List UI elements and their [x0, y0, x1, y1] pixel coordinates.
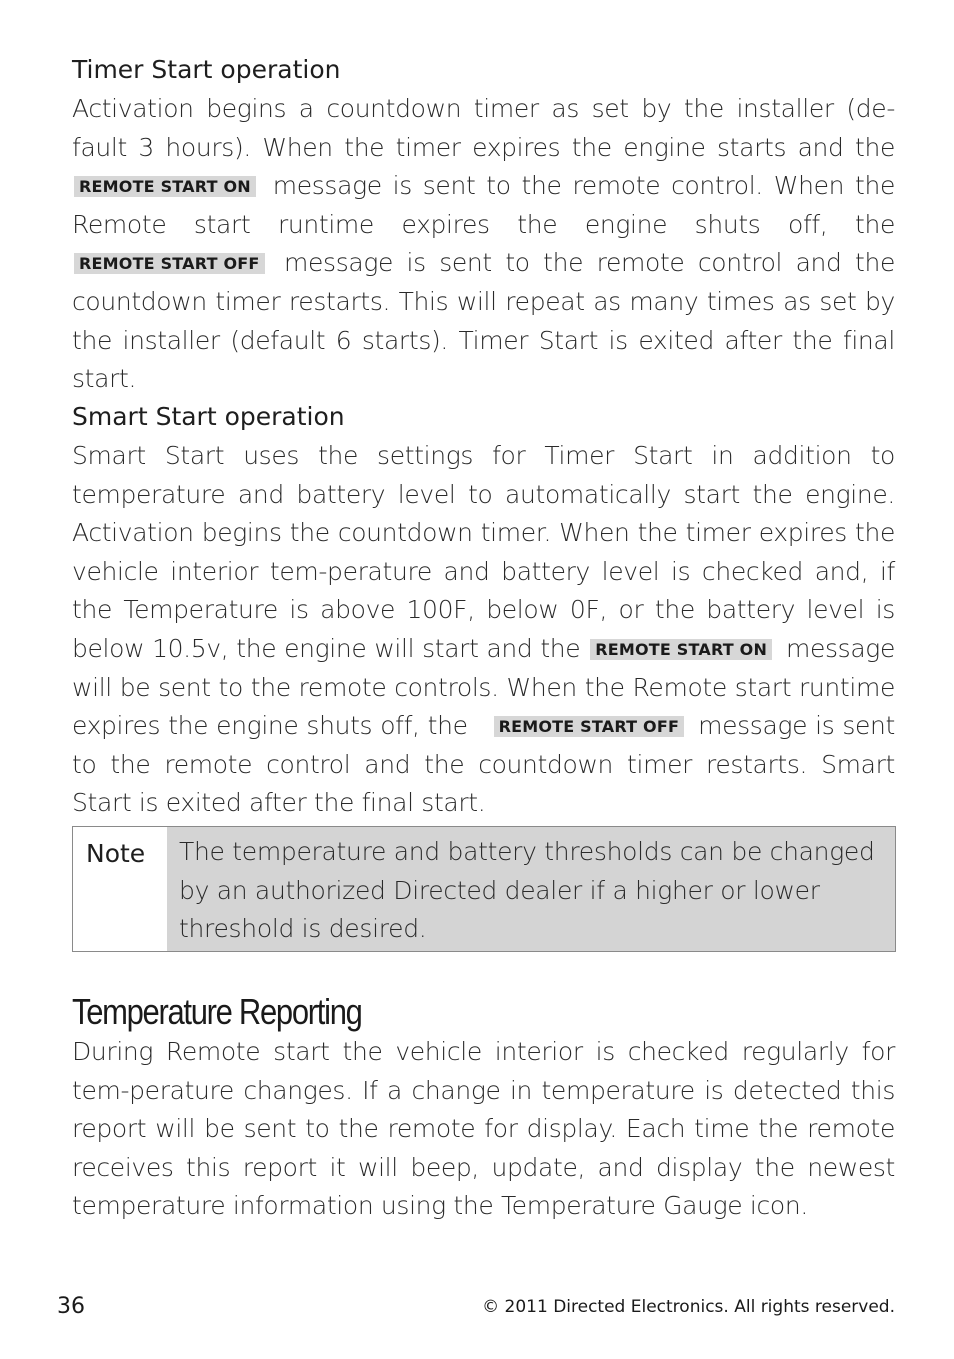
timer-start-text-1: Activation begins a countdown timer as set by the installer (de-fault 3 hours). When the timer expires the engine starts and the [72, 94, 895, 162]
page-number: 36 [57, 1294, 85, 1319]
remote-start-on-tag: REMOTE START ON [590, 639, 772, 660]
remote-start-on-tag: REMOTE START ON [74, 176, 256, 197]
smart-start-heading: Smart Start operation [72, 402, 345, 431]
smart-start-text-2: message will be sent to the remote controls. When the Remote start runtime expires the engine shuts off, the [72, 633, 895, 741]
note-label: Note [86, 839, 146, 868]
smart-start-text-3: message is sent to the remote control and the countdown timer restarts. Smart Start is exited after the final start. [72, 711, 896, 818]
timer-start-text-2: message is sent to the remote control. When the Remote start runtime expires the engine shuts off, the [72, 171, 895, 239]
remote-start-off-tag: REMOTE START OFF [74, 253, 265, 274]
smart-start-paragraph [72, 437, 895, 823]
note-box [72, 826, 896, 952]
smart-start-text-1: Smart Start uses the settings for Timer Start in addition to temperature and battery level to automatically start the engine. Activation begins the countdown timer. When the timer expires the vehicle interior tem-perature and battery level is checked and, if the Temperature is above 100F, below 0F, or the battery level is below 10.5v, the engine will start and the [72, 441, 895, 663]
timer-start-heading: Timer Start operation [72, 55, 341, 84]
note-text: The temperature and battery thresholds can be changed by an authorized Directed dealer if a higher or lower threshold is desired. [167, 827, 895, 951]
temperature-reporting-title: Temperature Reporting [72, 991, 362, 1032]
timer-start-paragraph [72, 90, 895, 399]
copyright-notice: © 2011 Directed Electronics. All rights reserved. [482, 1297, 895, 1317]
temperature-reporting-paragraph: During Remote start the vehicle interior is checked regularly for tem-perature changes. If a change in temperature is detected this report will be sent to the remote for display. Each time the remote receives this report it will beep, update, and display the newest temperature information using the Temperature Gauge icon. [72, 1037, 895, 1221]
remote-start-off-tag: REMOTE START OFF [494, 716, 685, 737]
timer-start-text-3: message is sent to the remote control and the countdown timer restarts. This will repeat as many times as set by the installer (default 6 starts). Timer Start is exited after the final start. [72, 248, 895, 394]
